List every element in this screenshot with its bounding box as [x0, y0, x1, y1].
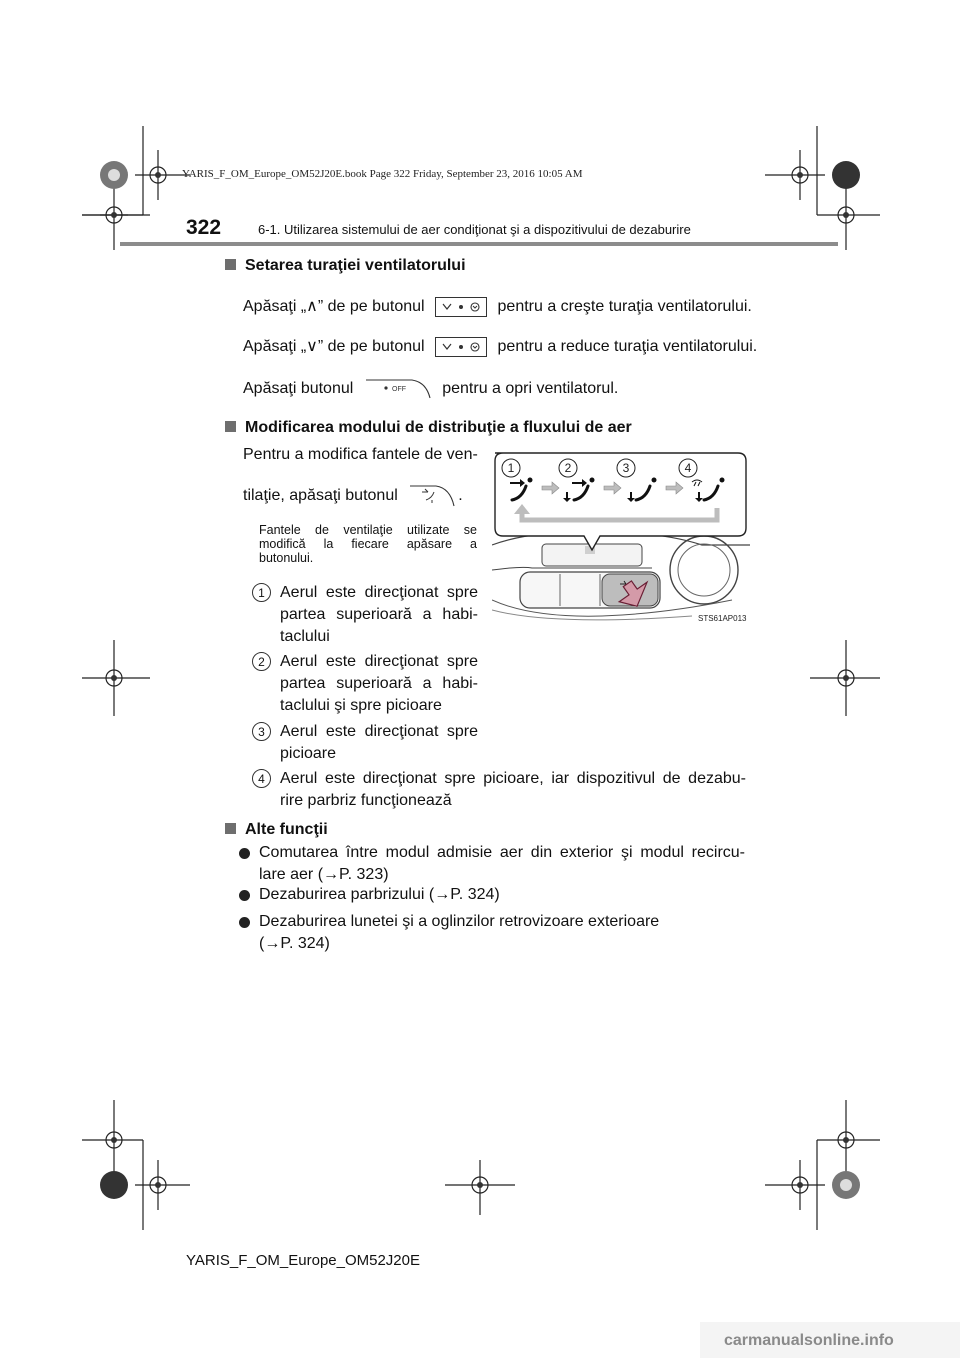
other-bullet-3: [239, 911, 659, 955]
bullet-dot-icon: [239, 848, 250, 859]
airflow-mode-button-icon: [408, 484, 456, 508]
bullet-dot-icon: [239, 917, 250, 928]
airflow-mode-figure: [492, 450, 750, 626]
item-line: Aerul este direcţionat spre: [280, 723, 478, 740]
watermark: carmanualsonline.info: [724, 1332, 894, 1349]
header-rule: [120, 242, 838, 246]
fan-line3-pre: Apăsaţi butonul: [243, 380, 354, 398]
airflow-intro-line2: [243, 484, 463, 508]
note-line: modifică la fiecare apăsare a: [259, 537, 477, 551]
item-line: Aerul este direcţionat spre: [280, 653, 478, 670]
note-line: Fantele de ventilaţie utilizate se: [259, 523, 477, 537]
fan-heading-text: Setarea turaţiei ventilatorului: [245, 257, 466, 274]
fan-line1-pre: Apăsaţi „∧” de pe butonul: [243, 298, 425, 315]
fan-speed-button-icon: [435, 337, 487, 357]
airflow-intro-line1: Pentru a modifica fantele de ven-: [243, 446, 478, 463]
bullet-line: lare aer (→P. 323): [259, 866, 389, 883]
airflow-intro-end: .: [458, 487, 463, 505]
figure-mode-number: 4: [684, 461, 692, 475]
bullet-line: (→P. 324): [259, 935, 330, 952]
item-number: 3: [252, 722, 271, 741]
airflow-heading-text: Modificarea modului de distribuţie a fluxului de aer: [245, 419, 632, 436]
airflow-intro-text: tilaţie, apăsaţi butonul: [243, 487, 398, 505]
item-line: taclului: [280, 628, 330, 645]
off-label: OFF: [391, 386, 406, 393]
item-line: rire parbriz funcţionează: [280, 792, 452, 809]
fan-line2-pre: Apăsaţi „∨” de pe butonul: [243, 338, 425, 355]
page-number: 322: [186, 216, 222, 239]
item-line: Aerul este direcţionat spre picioare, iar dispozitivul de dezabu-: [280, 770, 746, 787]
fan-off-button-icon: [364, 378, 432, 400]
other-bullet-1: [239, 842, 745, 886]
fan-speed-button-icon: [435, 297, 487, 317]
item-line: partea superioară a habi-: [280, 675, 478, 692]
bullet-line: Dezaburirea parbrizului (→P. 324): [259, 886, 500, 903]
figure-mode-number: 2: [564, 461, 572, 475]
other-section-heading: [225, 821, 328, 839]
figure-mode-number: 3: [622, 461, 630, 475]
section-square-icon: [225, 259, 236, 270]
item-line: picioare: [280, 745, 337, 762]
figure-mode-number: 1: [507, 461, 515, 475]
fan-section-heading: [225, 257, 466, 275]
item-line: Aerul este direcţionat spre: [280, 584, 478, 601]
airflow-note: [259, 523, 477, 565]
fan-line-increase: [243, 296, 752, 318]
fan-line3-post: pentru a opri ventilatorul.: [442, 380, 619, 398]
section-square-icon: [225, 421, 236, 432]
note-line: butonului.: [259, 551, 314, 565]
header-title: 6-1. Utilizarea sistemului de aer condiţionat şi a dispozitivului de dezaburire: [258, 222, 691, 237]
item-number: 4: [252, 769, 271, 788]
section-square-icon: [225, 823, 236, 834]
fan-line1-post: pentru a creşte turaţia ventilatorului.: [497, 298, 752, 315]
print-note: YARIS_F_OM_Europe_OM52J20E.book Page 322 Friday, September 23, 2016 10:05 AM: [182, 168, 583, 180]
other-heading-text: Alte funcţii: [245, 821, 328, 838]
other-bullet-2: [239, 884, 500, 906]
figure-code: STS61AP013: [698, 614, 747, 623]
bullet-line: Dezaburirea lunetei şi a oglinzilor retrovizoare exterioare: [259, 913, 660, 930]
fan-line-decrease: [243, 336, 757, 358]
footer-book-code: YARIS_F_OM_Europe_OM52J20E: [186, 1252, 421, 1269]
item-number: 1: [252, 583, 271, 602]
airflow-section-heading: [225, 419, 632, 437]
fan-line-off: [243, 378, 618, 400]
fan-line2-post: pentru a reduce turaţia ventilatorului.: [497, 338, 758, 355]
item-line: partea superioară a habi-: [280, 606, 478, 623]
bullet-line: Comutarea între modul admisie aer din exterior şi modul recircu-: [259, 844, 745, 861]
item-number: 2: [252, 652, 271, 671]
item-line: taclului şi spre picioare: [280, 697, 442, 714]
bullet-dot-icon: [239, 890, 250, 901]
